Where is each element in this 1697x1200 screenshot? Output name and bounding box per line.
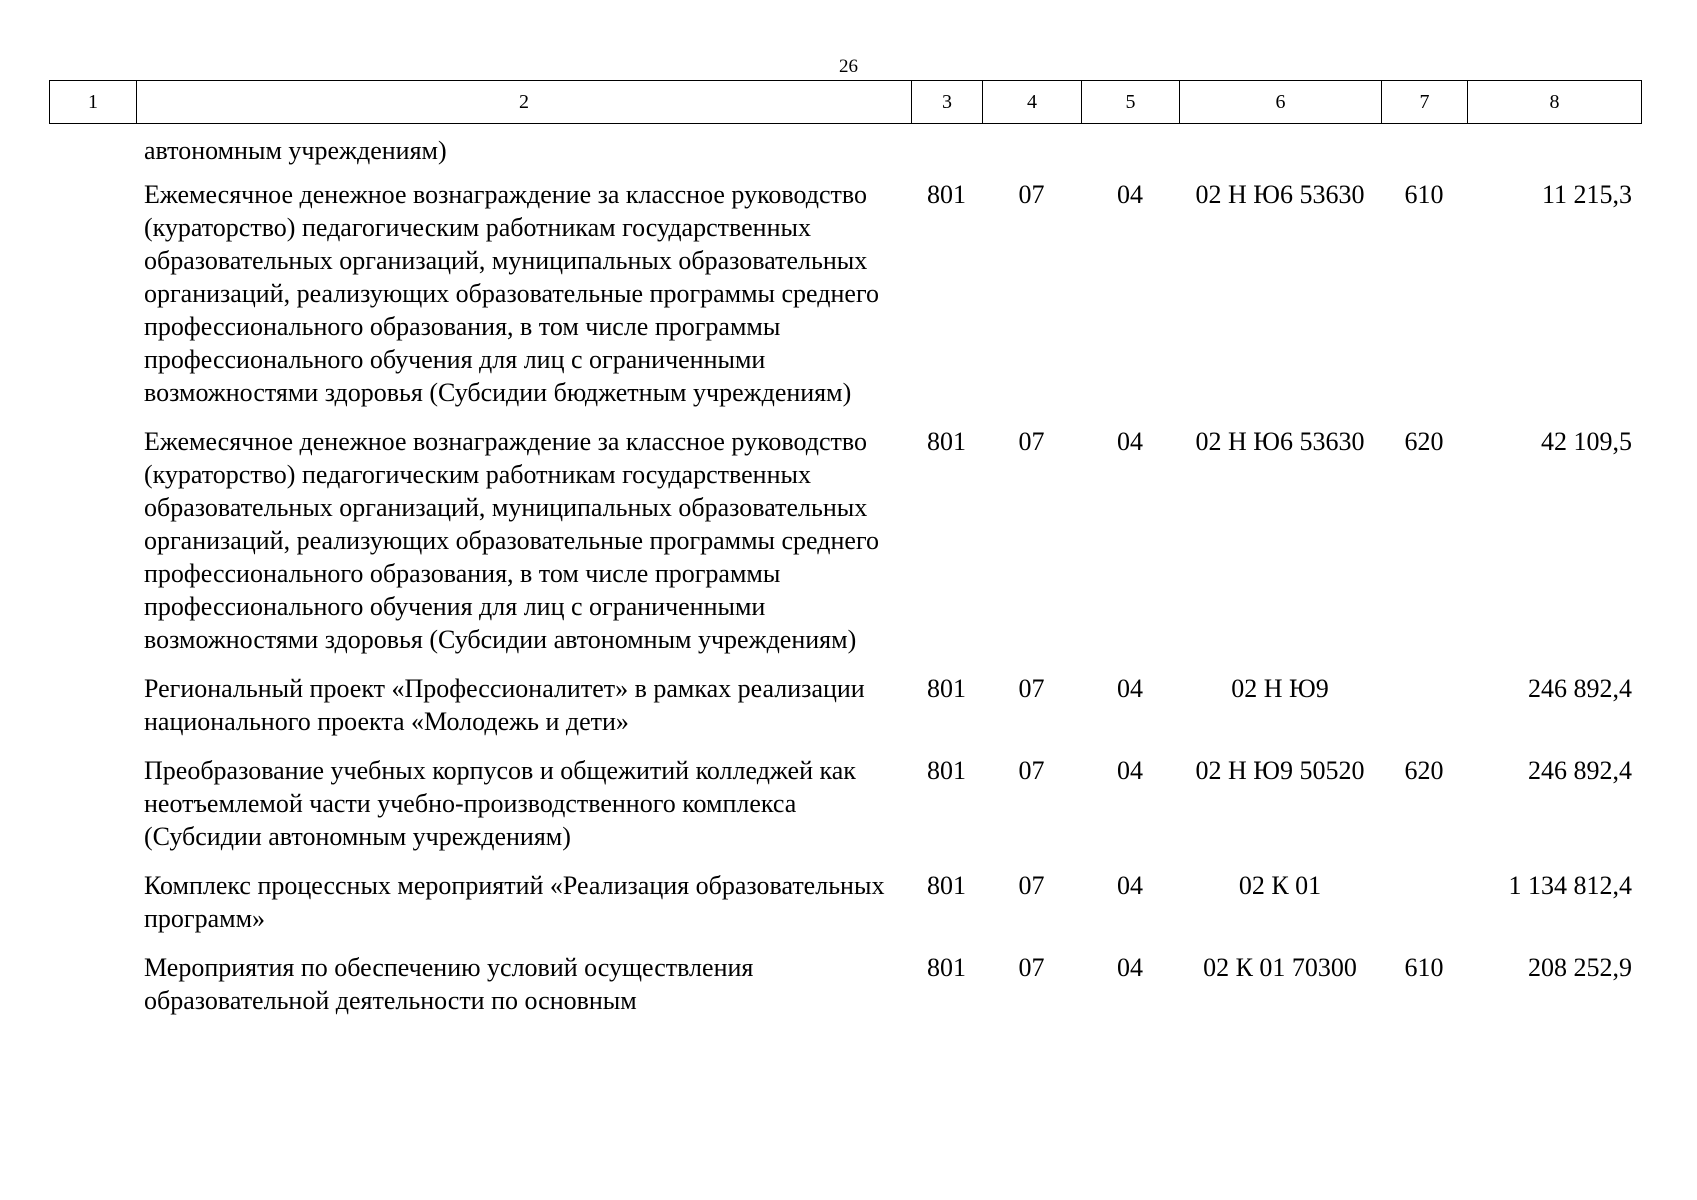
row-description: Преобразование учебных корпусов и общежитий колледжей как неотъемлемой части учебно-производственного комплекса (Субсидии автономным учреждениям) [144, 756, 856, 851]
row-number-cell [49, 672, 136, 738]
expense-type-code [1381, 869, 1467, 935]
section-code: 07 [1018, 674, 1045, 703]
column-header-5: 5 [1082, 81, 1180, 124]
table-row [49, 672, 1641, 738]
row-description: автономным учреждениям) [144, 136, 447, 165]
amount-value: 208 252,9 [1528, 953, 1632, 982]
column-header-6: 6 [1180, 81, 1382, 124]
subsection-code: 04 [1117, 427, 1143, 456]
subsection-code: 04 [1117, 953, 1143, 982]
expense-type-code: 620 [1404, 756, 1444, 785]
expense-type-code [1381, 134, 1467, 167]
subsection-code: 04 [1117, 674, 1143, 703]
ministry-code: 801 [927, 953, 966, 982]
target-article-code: 02 К 01 [1238, 871, 1322, 900]
target-article-code: 02 К 01 70300 [1203, 953, 1357, 982]
row-description: Мероприятия по обеспечению условий осуществления образовательной деятельности по основным [144, 953, 754, 1015]
column-header-table [49, 80, 1642, 124]
column-header-7: 7 [1382, 81, 1468, 124]
row-description: Комплекс процессных мероприятий «Реализация образовательных программ» [144, 871, 885, 933]
column-header-3: 3 [912, 81, 983, 124]
subsection-code: 04 [1117, 180, 1143, 209]
table-row [49, 869, 1641, 935]
section-code [982, 134, 1081, 167]
section-code: 07 [1018, 871, 1045, 900]
ministry-code: 801 [927, 756, 966, 785]
table-body [49, 134, 1641, 1033]
row-number-cell [49, 178, 136, 409]
table-row [49, 134, 1641, 167]
section-code: 07 [1018, 756, 1045, 785]
amount-value: 246 892,4 [1528, 756, 1632, 785]
row-description: Ежемесячное денежное вознаграждение за классное руководство (кураторство) педагогическим работникам государственных образовательных организаций, муниципальных образовательных организаций, реализующих образовательные программы среднего профессионального образования, в том числе программы профессионального обучения для лиц с ограниченными возможностями здоровья (Субсидии автономным учреждениям) [144, 427, 879, 654]
target-article-code: 02 Н Ю6 53630 [1195, 427, 1365, 456]
column-header-8: 8 [1468, 81, 1642, 124]
row-description: Ежемесячное денежное вознаграждение за классное руководство (кураторство) педагогическим работникам государственных образовательных организаций, муниципальных образовательных организаций, реализующих образовательные программы среднего профессионального образования, в том числе программы профессионального обучения для лиц с ограниченными возможностями здоровья (Субсидии бюджетным учреждениям) [144, 180, 879, 407]
expense-type-code: 610 [1404, 180, 1444, 209]
amount-value: 11 215,3 [1541, 180, 1632, 209]
expense-type-code: 620 [1404, 427, 1444, 456]
target-article-code: 02 Н Ю6 53630 [1195, 180, 1365, 209]
row-number-cell [49, 134, 136, 167]
page-number: 26 [839, 56, 858, 77]
target-article-code [1179, 134, 1381, 167]
amount-value [1467, 134, 1641, 167]
target-article-code: 02 Н Ю9 [1231, 674, 1329, 703]
target-article-code: 02 Н Ю9 50520 [1195, 756, 1365, 785]
ministry-code: 801 [927, 427, 966, 456]
table-row [49, 178, 1641, 409]
row-number-cell [49, 754, 136, 853]
amount-value: 42 109,5 [1541, 427, 1632, 456]
row-number-cell [49, 951, 136, 1017]
expense-type-code [1381, 672, 1467, 738]
section-code: 07 [1018, 180, 1045, 209]
column-header-2: 2 [137, 81, 912, 124]
row-description: Региональный проект «Профессионалитет» в рамках реализации национального проекта «Молодежь и дети» [144, 674, 865, 736]
subsection-code: 04 [1117, 871, 1143, 900]
table-row [49, 754, 1641, 853]
column-header-row [50, 81, 1642, 124]
table-row [49, 425, 1641, 656]
table-row [49, 951, 1641, 1017]
row-number-cell [49, 869, 136, 935]
section-code: 07 [1018, 427, 1045, 456]
amount-value: 246 892,4 [1528, 674, 1632, 703]
ministry-code: 801 [927, 674, 966, 703]
row-number-cell [49, 425, 136, 656]
amount-value: 1 134 812,4 [1508, 871, 1632, 900]
subsection-code [1081, 134, 1179, 167]
ministry-code: 801 [927, 871, 966, 900]
expense-type-code: 610 [1404, 953, 1444, 982]
ministry-code [911, 134, 982, 167]
ministry-code: 801 [927, 180, 966, 209]
column-header-4: 4 [983, 81, 1082, 124]
column-header-1: 1 [50, 81, 137, 124]
section-code: 07 [1018, 953, 1045, 982]
subsection-code: 04 [1117, 756, 1143, 785]
